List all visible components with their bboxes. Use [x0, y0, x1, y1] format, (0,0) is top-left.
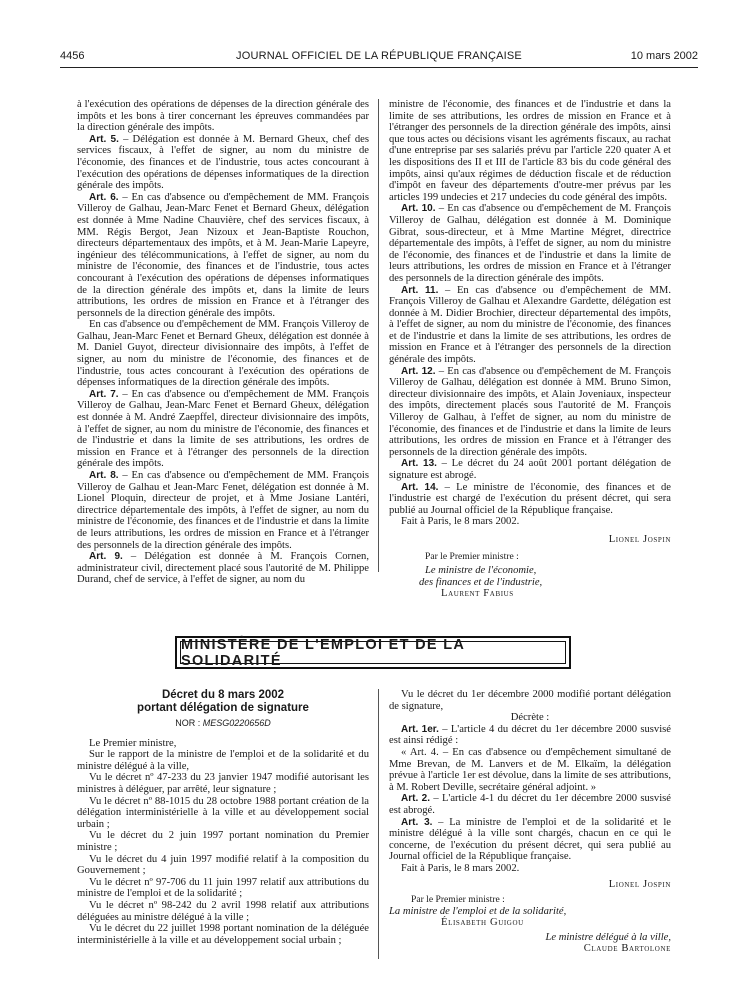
paragraph-text: – En cas d'absence ou d'empêchement de M. François Villeroy de Galhau, délégation est donnée à M. Dominique Gibrat, sous-directeur, et à Mme Martine Mégret, directrice départementale des impôts, à l'effet de signer, au nom du ministre de l'économie, des finances et de l'industrie et dans la limite de leurs attributions, les ordres de mission en France et à l'étranger des personnels de la direction générale des impôts. [389, 203, 671, 284]
paragraph [77, 796, 369, 831]
paragraph-text: Vu le décret nº 47-233 du 23 janvier 1947 modifié autorisant les ministres à déléguer, par arrêté, leur signature ; [77, 772, 369, 795]
paragraph [389, 724, 671, 747]
running-header [60, 50, 698, 66]
header-rule [60, 67, 698, 68]
article-number: Art. 6. [89, 191, 119, 203]
paragraph [389, 689, 671, 712]
left-column-bottom [77, 689, 369, 946]
nor-label: NOR : [175, 718, 201, 728]
paragraph-text: Le Premier ministre, [89, 737, 177, 749]
paragraph-text: Vu le décret du 22 juillet 1998 portant nomination de la déléguée interministérielle à la ville et au développement social urbain ; [77, 923, 369, 946]
paragraph [389, 817, 671, 863]
paragraph-text: – Délégation est donnée à M. François Cornen, administrateur civil, directement placé sous l'autorité de M. Philippe Durand, chef de service, à l'effet de signer, au nom du [77, 551, 369, 586]
paragraph [77, 900, 369, 923]
decree-title-line2: portant délégation de signature [137, 702, 309, 714]
paragraph [77, 877, 369, 900]
paragraph [389, 863, 671, 875]
journal-title: JOURNAL OFFICIEL DE LA RÉPUBLIQUE FRANÇAISE [236, 50, 522, 62]
article-number: Art. 1er. [401, 723, 439, 735]
paragraph-text: – La ministre de l'emploi et de la solidarité et le ministre délégué à la ville sont chargés, chacun en ce qui le concerne, de l'exécution du présent décret, qui sera publié au Journal officiel de la République française. [389, 816, 671, 863]
by-prime-minister: Par le Premier ministre : [425, 550, 519, 562]
paragraph-text: – En cas d'absence ou d'empêchement de MM. François Villeroy de Galhau et Alexandre Gardette, délégation est donnée à M. Didier Brochier, directeur départemental des impôts, à l'effet de signer, au nom du ministre de l'économie, des finances et de l'industrie et dans la limite de ses attributions, les ordres de mission en France et à l'étranger des personnels de la direction générale des impôts. [389, 284, 671, 366]
paragraph [77, 389, 369, 470]
ministry-heading-box [175, 636, 571, 669]
paragraph [389, 458, 671, 481]
paragraph-text: – Délégation est donnée à M. Bernard Gheux, chef des services fiscaux, à l'effet de signer, au nom du ministre de l'économie, des finances et de l'industrie, tous actes concourant à l'exécution des opérations de dépenses informatiques de la direction générale des impôts. [77, 133, 370, 192]
article-number: Art. 9. [89, 551, 123, 563]
article-number: Art. 7. [89, 388, 119, 400]
paragraph [77, 134, 369, 192]
paragraph [389, 285, 671, 366]
paragraph [389, 516, 671, 528]
paragraph [77, 319, 369, 389]
article-number: Art. 10. [401, 203, 436, 215]
paragraph-text: Vu le décret du 2 juin 1997 portant nomination du Premier ministre ; [77, 830, 369, 853]
paragraph [77, 830, 369, 853]
paragraph [77, 99, 369, 134]
paragraph [77, 749, 369, 772]
column-divider-top [378, 99, 379, 572]
paragraph [389, 482, 671, 517]
minister1-name: Élisabeth Guigou [441, 917, 524, 929]
minister-name: Laurent Fabius [441, 588, 514, 600]
by-prime-minister-2: Par le Premier ministre : [411, 894, 505, 906]
ministry-heading: MINISTÈRE DE L'EMPLOI ET DE LA SOLIDARITÉ [180, 641, 566, 664]
right-column-top [389, 99, 671, 600]
paragraph [389, 203, 671, 284]
paragraph [389, 366, 671, 459]
paragraph-text: ministre de l'économie, des finances et de l'industrie et dans la limite de ses attributions, les ordres de mission en France et à l'étranger des personnels de la direction générale des impôts, ainsi que tous actes ou décisions visant les agréments fiscaux, au rachat d'une entreprise par ses salariés prévu par l'article 220 quater A et les dispositions des II et III de l'article 83 bis du code général des impôts, ainsi qu'aux régimes de déduction fiscale et de réduction d'impôt en faveur des départements d'outre-mer prévus par les articles 199 undecies et 217 undecies du code général des impôts. [389, 99, 671, 203]
minister1-title: La ministre de l'emploi et de la solidarité, [389, 905, 567, 917]
paragraph-text: – L'article 4-1 du décret du 1er décembre 2000 susvisé est abrogé. [389, 793, 671, 816]
paragraph [77, 923, 369, 946]
article-number: Art. 12. [401, 365, 436, 377]
paragraph-text: « Art. 4. – En cas d'absence ou d'empêchement simultané de Mme Brevan, de M. Lanvers et de M. Elkaïm, la délégation prévue à l'article 1er est dévolue, dans la limite de ses attributions, à M. Robert Deville, secrétaire général adjoint. » [389, 746, 671, 793]
article-number: Art. 2. [401, 793, 431, 805]
article-number: Art. 8. [89, 470, 119, 481]
paragraph [389, 99, 671, 203]
minister2-title: Le ministre délégué à la ville, [545, 931, 671, 943]
paragraph-text: Vu le décret du 1er décembre 2000 modifié portant délégation de signature, [389, 689, 671, 712]
paragraph-text: à l'exécution des opérations de dépenses de la direction générale des impôts et les bons à tirer concernant les épreuves commandées par la direction générale des impôts. [77, 99, 369, 134]
decree-title-line1: Décret du 8 mars 2002 [161, 689, 285, 701]
minister2-name: Claude Bartolone [583, 943, 671, 955]
article-number: Art. 11. [401, 284, 439, 296]
page-number: 4456 [60, 50, 85, 62]
paragraph-text: Décrète : [510, 712, 550, 724]
paragraph-text: – En cas d'absence ou d'empêchement de M. François Villeroy de Galhau, délégation est donnée à MM. Bruno Simon, directeur divisionnaire des impôts, et Alain Joveniaux, inspecteur des impôts, directement placés sous l'autorité de M. François Villeroy de Galhau, à l'effet de signer, au nom du ministre de l'économie, des finances et de l'industrie et dans la limite de leurs attributions, les ordres de mission en France et à l'étranger des personnels de la direction générale des impôts. [389, 365, 671, 458]
paragraph [389, 793, 671, 816]
paragraph [77, 551, 369, 586]
article-number: Art. 5. [89, 133, 119, 145]
minister-title-line1: Le ministre de l'économie, [425, 565, 537, 577]
article-number: Art. 3. [401, 816, 433, 828]
paragraph-text: – Le ministre de l'économie, des finances et de l'industrie est chargé de l'exécution du présent décret, qui sera publié au Journal officiel de la République française. [389, 481, 671, 516]
paragraph-text: – L'article 4 du décret du 1er décembre 2000 susvisé est ainsi rédigé : [389, 723, 671, 747]
right-column-bottom [389, 689, 671, 955]
paragraph [389, 747, 671, 793]
paragraph-text: En cas d'absence ou d'empêchement de MM. François Villeroy de Galhau, Jean-Marc Fenet et Bernard Gheux, délégation est donnée à M. Daniel Guyot, directeur divisionnaire des impôts, à l'effet de signer, au nom du ministre de l'économie, des finances et de l'industrie, tous actes concourant à l'exécution des opérations de dépenses informatiques de la direction générale des impôts. [77, 319, 369, 389]
column-divider-bottom [378, 689, 379, 959]
paragraph-text: Fait à Paris, le 8 mars 2002. [401, 516, 520, 528]
paragraph-text: – Le décret du 24 août 2001 portant délégation de signature est abrogé. [389, 458, 671, 481]
paragraph [77, 772, 369, 795]
signature-prime-minister-2: Lionel Jospin [608, 878, 671, 890]
minister-title-line2: des finances et de l'industrie, [419, 576, 543, 588]
paragraph-text: Vu le décret du 4 juin 1997 modifié relatif à la composition du Gouvernement ; [77, 853, 369, 877]
paragraph [77, 192, 369, 320]
article-number: Art. 14. [401, 481, 439, 493]
paragraph-text: Fait à Paris, le 8 mars 2002. [401, 862, 520, 874]
paragraph-text: Vu le décret nº 98-242 du 2 avril 1998 relatif aux attributions déléguées au ministre délégué à la ville ; [77, 899, 369, 923]
paragraph-text: Vu le décret nº 88-1015 du 28 octobre 1988 portant création de la délégation interministérielle à la ville et au développement social urbain ; [77, 795, 369, 830]
paragraph [77, 854, 369, 877]
article-number: Art. 13. [401, 458, 437, 470]
nor-code: MESG0220656D [202, 718, 271, 728]
paragraph-text: Sur le rapport de la ministre de l'emploi et de la solidarité et du ministre délégué à la ville, [77, 749, 369, 772]
signature-prime-minister: Lionel Jospin [608, 533, 671, 545]
paragraph-text: Vu le décret nº 97-706 du 11 juin 1997 relatif aux attributions du ministre de l'emploi et de la solidarité ; [77, 876, 369, 900]
paragraph [389, 712, 671, 724]
paragraph [77, 470, 369, 551]
issue-date: 10 mars 2002 [630, 50, 698, 62]
nor-reference [77, 718, 369, 730]
left-column-top [77, 99, 369, 586]
paragraph-text: – En cas d'absence ou d'empêchement de MM. François Villeroy de Galhau et Jean-Marc Fenet, délégation est donnée à M. Lionel Ploquin, directeur de projet, et à Mme Josiane Lantéri, directrice départementale des impôts, à l'effet de signer, au nom du ministre de l'économie, des finances et de l'industrie et dans la limite de leurs attributions, les ordres de mission en France et à l'étranger des personnels de la direction générale des impôts. [77, 470, 369, 551]
paragraph [77, 738, 369, 750]
paragraph-text: – En cas d'absence ou d'empêchement de MM. François Villeroy de Galhau, Jean-Marc Fenet et Bernard Gheux, délégation est donnée à M. André Zaepffel, directeur divisionnaire des impôts, à l'effet de signer, au nom du ministre de l'économie, des finances et de l'industrie et dans la limite de ses attributions, les ordres de mission en France et à l'étranger des personnels de la direction générale des impôts. [77, 388, 369, 470]
paragraph-text: – En cas d'absence ou d'empêchement de MM. François Villeroy de Galhau, Jean-Marc Fenet et Bernard Gheux, délégation est donnée à Mme Nadine Chauvière, chef des services fiscaux, à MM. Régis Bergot, Jean Nizoux et Jean-Baptiste Rouchon, directeurs départementaux des impôts, et à M. Jean-Marie Lapeyre, ingénieur des télécommunications, à l'effet de signer, au nom du ministre de l'économie, des finances et de l'industrie, tous actes concourant à l'exécution des opérations de dépenses informatiques de la direction générale des impôts et, dans la limite de leurs attributions, les ordres de mission en France et à l'étranger des personnels de la direction générale des impôts. [77, 191, 369, 319]
